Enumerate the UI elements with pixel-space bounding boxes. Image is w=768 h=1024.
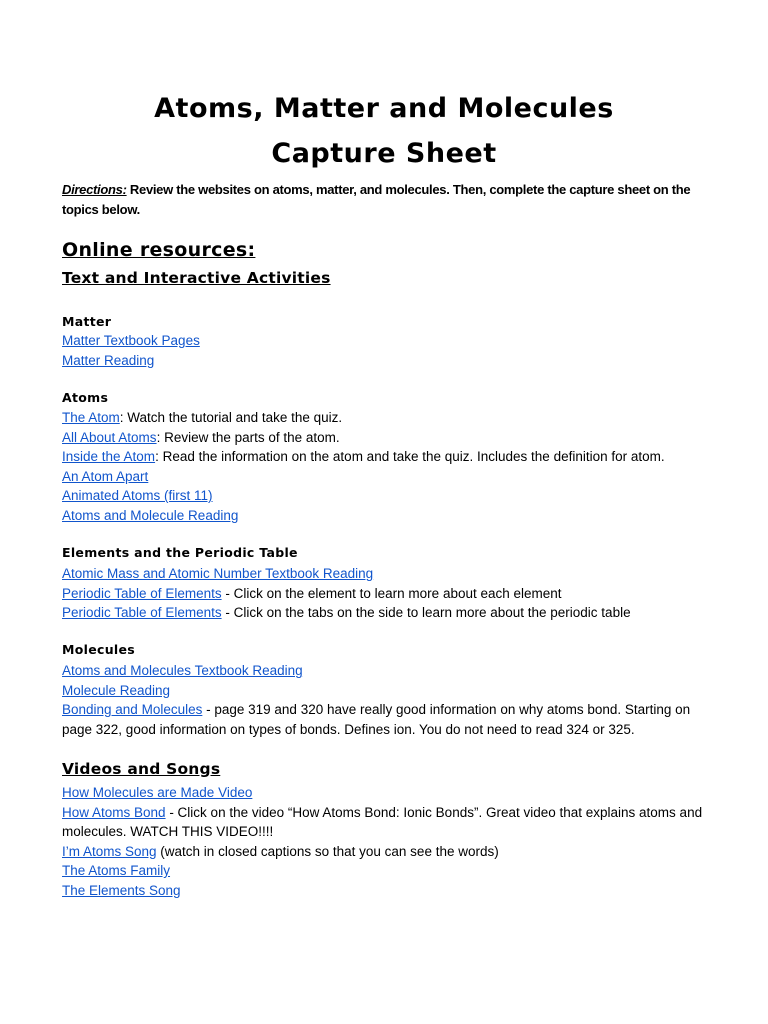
atomic-mass-reading-link[interactable]: Atomic Mass and Atomic Number Textbook Reading bbox=[62, 566, 374, 581]
im-atoms-song-desc: (watch in closed captions so that you can see the words) bbox=[156, 843, 499, 859]
list-item bbox=[62, 861, 712, 881]
list-item bbox=[62, 842, 712, 862]
atoms-molecule-reading-link[interactable]: Atoms and Molecule Reading bbox=[62, 507, 239, 523]
matter-heading: Matter bbox=[62, 314, 112, 329]
atoms-links bbox=[62, 408, 712, 525]
list-item bbox=[62, 408, 712, 428]
bonding-molecules-link[interactable]: Bonding and Molecules bbox=[62, 702, 203, 717]
inside-the-atom-link[interactable]: Inside the Atom bbox=[62, 449, 156, 464]
molecules-heading: Molecules bbox=[62, 642, 136, 657]
videos-songs-heading: Videos and Songs bbox=[62, 760, 221, 778]
periodic-table-desc-1: - Click on the element to learn more about each element bbox=[221, 585, 562, 601]
online-resources-heading: Online resources: bbox=[62, 239, 256, 261]
directions-label: Directions: bbox=[62, 182, 127, 197]
periodic-table-link-1[interactable]: Periodic Table of Elements bbox=[62, 585, 222, 601]
list-item bbox=[62, 467, 712, 487]
list-item bbox=[62, 783, 712, 803]
list-item bbox=[62, 447, 712, 467]
bonding-molecules-desc: - page 319 and 320 have really good information on why atoms bond. Starting on page 322, good information on types of bonds. Defines ion. You do not need to read 324 or 325. bbox=[62, 702, 691, 737]
all-about-atoms-desc: : Review the parts of the atom. bbox=[156, 429, 340, 445]
matter-reading-link[interactable]: Matter Reading bbox=[62, 352, 155, 368]
periodic-table-desc-2: - Click on the tabs on the side to learn more about the periodic table bbox=[221, 605, 631, 620]
im-atoms-song-link[interactable]: I’m Atoms Song bbox=[62, 843, 157, 859]
directions-paragraph bbox=[62, 180, 712, 220]
molecule-reading-link[interactable]: Molecule Reading bbox=[62, 682, 171, 698]
directions-text: Review the websites on atoms, matter, and molecules. Then, complete the capture sheet on the topics below. bbox=[62, 182, 691, 217]
page-subtitle: Capture Sheet bbox=[271, 138, 497, 169]
text-activities-heading: Text and Interactive Activities bbox=[62, 269, 331, 287]
list-item bbox=[62, 486, 712, 506]
list-item bbox=[62, 881, 712, 901]
atoms-heading: Atoms bbox=[62, 390, 109, 405]
elements-song-link[interactable]: The Elements Song bbox=[62, 882, 181, 898]
list-item bbox=[62, 506, 712, 526]
atoms-family-link[interactable]: The Atoms Family bbox=[62, 863, 171, 878]
how-atoms-bond-link[interactable]: How Atoms Bond bbox=[62, 804, 166, 820]
periodic-table-link-2[interactable]: Periodic Table of Elements bbox=[62, 605, 222, 620]
the-atom-link[interactable]: The Atom bbox=[62, 410, 120, 425]
atoms-molecules-textbook-link[interactable]: Atoms and Molecules Textbook Reading bbox=[62, 663, 303, 678]
list-item bbox=[62, 661, 712, 681]
videos-links bbox=[62, 783, 712, 900]
matter-links bbox=[62, 331, 712, 370]
list-item bbox=[62, 603, 712, 623]
matter-textbook-pages-link[interactable]: Matter Textbook Pages bbox=[62, 333, 200, 348]
elements-links bbox=[62, 564, 712, 623]
list-item bbox=[62, 700, 712, 739]
elements-heading: Elements and the Periodic Table bbox=[62, 545, 298, 560]
molecules-links bbox=[62, 661, 712, 739]
an-atom-apart-link[interactable]: An Atom Apart bbox=[62, 468, 149, 484]
page-title: Atoms, Matter and Molecules bbox=[154, 93, 614, 124]
the-atom-desc: : Watch the tutorial and take the quiz. bbox=[119, 410, 343, 425]
list-item bbox=[62, 564, 712, 584]
list-item bbox=[62, 681, 712, 701]
list-item bbox=[62, 803, 712, 842]
animated-atoms-link[interactable]: Animated Atoms (first 11) bbox=[62, 488, 213, 503]
how-molecules-made-video-link[interactable]: How Molecules are Made Video bbox=[62, 785, 253, 800]
inside-the-atom-desc: : Read the information on the atom and take the quiz. Includes the definition for atom. bbox=[155, 449, 665, 464]
list-item bbox=[62, 428, 712, 448]
how-atoms-bond-desc: - Click on the video “How Atoms Bond: Ionic Bonds”. Great video that explains atoms and molecules. WATCH THIS VIDEO!!!! bbox=[62, 804, 703, 839]
list-item bbox=[62, 584, 712, 604]
all-about-atoms-link[interactable]: All About Atoms bbox=[62, 429, 157, 445]
